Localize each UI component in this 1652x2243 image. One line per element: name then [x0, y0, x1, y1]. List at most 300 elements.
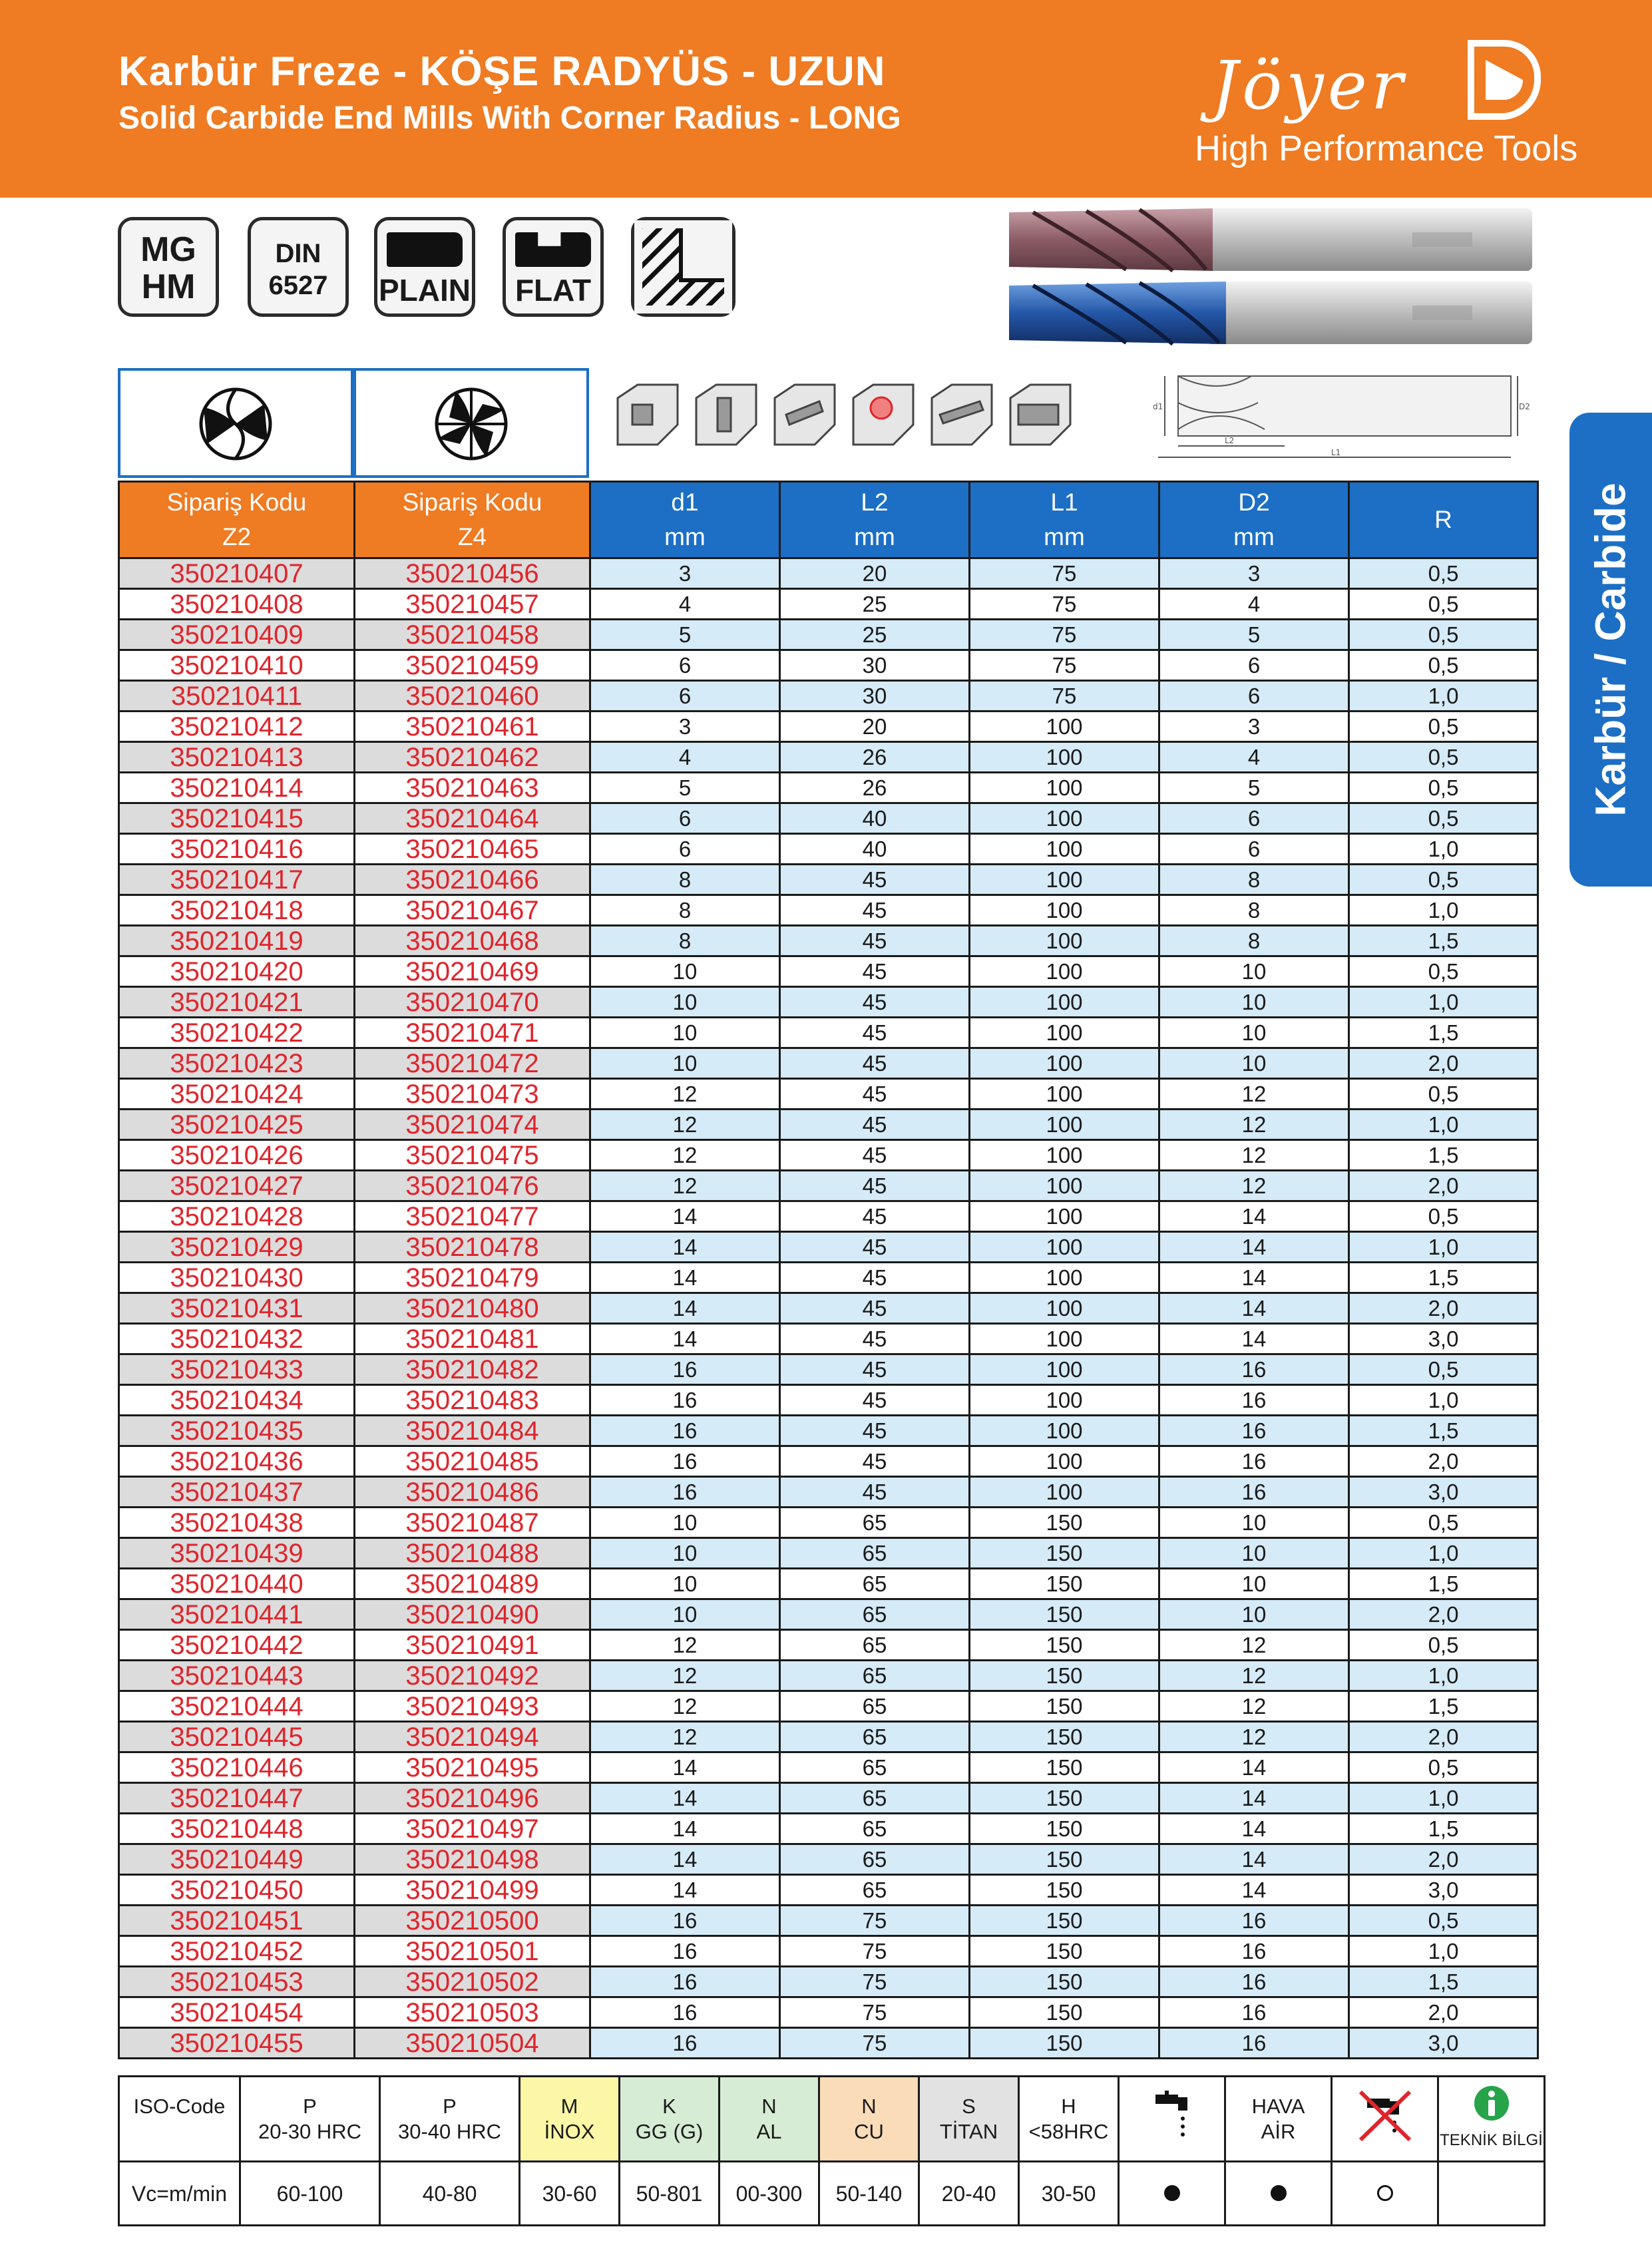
- table-row: [119, 865, 1538, 895]
- l1-value: 100: [970, 1446, 1159, 1477]
- d2-value: 8: [1159, 895, 1349, 926]
- svg-text:d1: d1: [1153, 402, 1163, 411]
- r-value: 1,0: [1349, 1783, 1538, 1814]
- d1-value: 6: [590, 803, 780, 834]
- l1-value: 150: [970, 1538, 1159, 1569]
- order-code-z2: 350210452: [119, 1936, 355, 1967]
- table-row: [119, 956, 1538, 987]
- d1-value: 3: [590, 558, 780, 589]
- r-value: 2,0: [1349, 1293, 1538, 1324]
- iso-s: S TİTAN: [919, 2077, 1019, 2162]
- table-row: [119, 1936, 1538, 1967]
- l2-value: 45: [780, 1446, 970, 1477]
- r-value: 0,5: [1349, 1752, 1538, 1783]
- order-code-z2: 350210424: [119, 1079, 355, 1110]
- d1-value: 16: [590, 1446, 780, 1477]
- svg-text:L1: L1: [1331, 448, 1341, 457]
- d2-value: 16: [1159, 1997, 1349, 2028]
- table-row: [119, 1201, 1538, 1232]
- d2-value: 10: [1159, 1048, 1349, 1079]
- l1-value: 100: [970, 1263, 1159, 1293]
- order-code-z2: 350210437: [119, 1477, 355, 1508]
- l1-value: 100: [970, 1048, 1159, 1079]
- order-code-z4: 350210457: [355, 589, 590, 620]
- order-code-z4: 350210467: [355, 895, 590, 926]
- iso-p1: P 20-30 HRC: [240, 2077, 380, 2162]
- d1-value: 16: [590, 1906, 780, 1936]
- table-row: [119, 895, 1538, 926]
- l1-value: 100: [970, 1079, 1159, 1110]
- l1-value: 100: [970, 987, 1159, 1018]
- r-value: 2,0: [1349, 1048, 1538, 1079]
- r-value: 1,0: [1349, 1936, 1538, 1967]
- order-code-z4: 350210498: [355, 1844, 590, 1875]
- order-code-z2: 350210441: [119, 1599, 355, 1630]
- d1-value: 10: [590, 1538, 780, 1569]
- d2-value: 12: [1159, 1140, 1349, 1171]
- d1-value: 3: [590, 712, 780, 742]
- table-row: [119, 742, 1538, 773]
- recommended-dot-icon: [1164, 2185, 1180, 2201]
- table-row: [119, 1783, 1538, 1814]
- l2-value: 45: [780, 1171, 970, 1201]
- l2-value: 65: [780, 1844, 970, 1875]
- d2-value: 3: [1159, 712, 1349, 742]
- vc-label: Vc=m/min: [119, 2162, 240, 2226]
- d1-value: 16: [590, 1416, 780, 1446]
- svg-text:L2: L2: [1225, 436, 1235, 445]
- order-code-z2: 350210451: [119, 1906, 355, 1936]
- no-coolant-icon: [1355, 2089, 1415, 2142]
- d2-value: 5: [1159, 620, 1349, 650]
- iso-code-label: ISO-Code: [119, 2077, 240, 2162]
- order-code-z4: 350210499: [355, 1875, 590, 1906]
- table-row: [119, 1018, 1538, 1048]
- r-value: 0,5: [1349, 712, 1538, 742]
- l2-value: 45: [780, 1232, 970, 1263]
- svg-text:D2: D2: [1519, 402, 1530, 411]
- d1-value: 6: [590, 834, 780, 865]
- d1-value: 10: [590, 1508, 780, 1538]
- l1-value: 150: [970, 1691, 1159, 1722]
- r-value: 0,5: [1349, 1906, 1538, 1936]
- order-code-z2: 350210413: [119, 742, 355, 773]
- order-code-z2: 350210449: [119, 1844, 355, 1875]
- r-value: 1,0: [1349, 987, 1538, 1018]
- r-value: 0,5: [1349, 956, 1538, 987]
- order-code-z4: 350210481: [355, 1324, 590, 1354]
- d1-value: 6: [590, 681, 780, 712]
- order-code-z2: 350210434: [119, 1385, 355, 1416]
- table-row: [119, 712, 1538, 742]
- r-value: 0,5: [1349, 1354, 1538, 1385]
- order-code-z4: 350210486: [355, 1477, 590, 1508]
- d2-value: 6: [1159, 803, 1349, 834]
- l2-value: 45: [780, 1201, 970, 1232]
- table-row: [119, 1630, 1538, 1661]
- l2-value: 75: [780, 2028, 970, 2059]
- d2-value: 16: [1159, 1477, 1349, 1508]
- table-row: [119, 1324, 1538, 1354]
- order-code-z4: 350210502: [355, 1967, 590, 1997]
- l1-value: 100: [970, 1293, 1159, 1324]
- order-code-z2: 350210411: [119, 681, 355, 712]
- d1-value: 10: [590, 987, 780, 1018]
- l1-value: 75: [970, 620, 1159, 650]
- d1-value: 12: [590, 1630, 780, 1661]
- d2-value: 12: [1159, 1691, 1349, 1722]
- r-value: 2,0: [1349, 1844, 1538, 1875]
- d2-value: 14: [1159, 1201, 1349, 1232]
- order-code-z4: 350210468: [355, 926, 590, 956]
- table-row: [119, 773, 1538, 803]
- r-value: 1,0: [1349, 1232, 1538, 1263]
- l1-value: 100: [970, 803, 1159, 834]
- l2-value: 45: [780, 1018, 970, 1048]
- table-row: [119, 589, 1538, 620]
- order-code-z4: 350210484: [355, 1416, 590, 1446]
- d1-value: 12: [590, 1079, 780, 1110]
- order-code-z2: 350210444: [119, 1691, 355, 1722]
- d2-value: 16: [1159, 1416, 1349, 1446]
- table-row: [119, 1599, 1538, 1630]
- d1-value: 8: [590, 895, 780, 926]
- order-code-z2: 350210448: [119, 1814, 355, 1844]
- order-code-z2: 350210419: [119, 926, 355, 956]
- l2-value: 45: [780, 895, 970, 926]
- l1-value: 100: [970, 865, 1159, 895]
- order-code-z4: 350210492: [355, 1661, 590, 1691]
- table-row: [119, 926, 1538, 956]
- d2-value: 14: [1159, 1844, 1349, 1875]
- l2-value: 40: [780, 803, 970, 834]
- plain-shank-icon: [387, 232, 463, 267]
- vc-row: [119, 2162, 1545, 2226]
- l1-value: 150: [970, 1997, 1159, 2028]
- l1-value: 100: [970, 895, 1159, 926]
- order-code-z4: 350210491: [355, 1630, 590, 1661]
- vc-n-cu: 50-140: [819, 2162, 919, 2226]
- order-code-z2: 350210409: [119, 620, 355, 650]
- d1-value: 12: [590, 1722, 780, 1752]
- r-value: 0,5: [1349, 620, 1538, 650]
- d1-value: 16: [590, 1997, 780, 2028]
- order-code-z2: 350210410: [119, 650, 355, 681]
- order-code-z4: 350210469: [355, 956, 590, 987]
- table-row: [119, 1967, 1538, 1997]
- l2-value: 45: [780, 1477, 970, 1508]
- l2-value: 75: [780, 1906, 970, 1936]
- table-row: [119, 1354, 1538, 1385]
- d1-value: 16: [590, 1477, 780, 1508]
- d2-value: 14: [1159, 1324, 1349, 1354]
- l2-value: 65: [780, 1691, 970, 1722]
- l1-value: 150: [970, 1844, 1159, 1875]
- table-row: [119, 1722, 1538, 1752]
- two-flute-icon: [120, 371, 351, 475]
- l1-value: 150: [970, 1722, 1159, 1752]
- r-value: 1,0: [1349, 1538, 1538, 1569]
- d2-value: 10: [1159, 1508, 1349, 1538]
- order-code-z4: 350210464: [355, 803, 590, 834]
- vc-p2: 40-80: [380, 2162, 520, 2226]
- order-code-z4: 350210479: [355, 1263, 590, 1293]
- order-code-z2: 350210422: [119, 1018, 355, 1048]
- r-value: 0,5: [1349, 865, 1538, 895]
- r-value: 1,5: [1349, 1263, 1538, 1293]
- r-value: 3,0: [1349, 2028, 1538, 2059]
- r-value: 2,0: [1349, 1997, 1538, 2028]
- recommended-dot-icon: [1271, 2185, 1287, 2201]
- l1-value: 100: [970, 1385, 1159, 1416]
- tolerance-badge: [631, 217, 735, 317]
- d2-value: 16: [1159, 1906, 1349, 1936]
- order-code-z2: 350210412: [119, 712, 355, 742]
- d1-value: 16: [590, 1385, 780, 1416]
- d1-value: 14: [590, 1752, 780, 1783]
- brand-name: Jöyer: [1211, 47, 1407, 124]
- order-code-z2: 350210431: [119, 1293, 355, 1324]
- table-row: [119, 620, 1538, 650]
- r-value: 1,5: [1349, 1967, 1538, 1997]
- vc-k: 50-801: [620, 2162, 720, 2226]
- column-header-z2: Sipariş Kodu Z2: [119, 482, 355, 558]
- column-header-l1: L1 mm: [970, 482, 1159, 558]
- plain-shank-badge: PLAIN: [374, 217, 475, 317]
- table-row: [119, 558, 1538, 589]
- order-code-z2: 350210455: [119, 2028, 355, 2059]
- order-code-z4: 350210487: [355, 1508, 590, 1538]
- l2-value: 65: [780, 1599, 970, 1630]
- r-value: 1,0: [1349, 1661, 1538, 1691]
- r-value: 1,5: [1349, 1140, 1538, 1171]
- vc-s: 20-40: [919, 2162, 1019, 2226]
- order-code-z4: 350210466: [355, 865, 590, 895]
- flute-z4-icon-box: [353, 368, 589, 478]
- order-code-z4: 350210475: [355, 1140, 590, 1171]
- l2-value: 45: [780, 956, 970, 987]
- l2-value: 45: [780, 1140, 970, 1171]
- order-code-z4: 350210495: [355, 1752, 590, 1783]
- l1-value: 150: [970, 1752, 1159, 1783]
- table-row: [119, 1814, 1538, 1844]
- d2-value: 14: [1159, 1783, 1349, 1814]
- r-value: 1,5: [1349, 1018, 1538, 1048]
- r-value: 0,5: [1349, 773, 1538, 803]
- d2-value: 10: [1159, 956, 1349, 987]
- l2-value: 65: [780, 1783, 970, 1814]
- l2-value: 45: [780, 1263, 970, 1293]
- l2-value: 65: [780, 1752, 970, 1783]
- l2-value: 45: [780, 1324, 970, 1354]
- order-code-z4: 350210472: [355, 1048, 590, 1079]
- brand-logo-icon: [1464, 37, 1544, 123]
- d1-value: 10: [590, 1569, 780, 1599]
- table-row: [119, 1293, 1538, 1324]
- table-row: [119, 1538, 1538, 1569]
- table-row: [119, 1140, 1538, 1171]
- column-header-r: R: [1349, 482, 1538, 558]
- l2-value: 75: [780, 1936, 970, 1967]
- l1-value: 75: [970, 558, 1159, 589]
- flat-shank-icon: [515, 232, 591, 267]
- d2-value: 8: [1159, 926, 1349, 956]
- d1-value: 14: [590, 1293, 780, 1324]
- l1-value: 150: [970, 1569, 1159, 1599]
- page-title: Karbür Freze - KÖŞE RADYÜS - UZUN: [118, 49, 886, 95]
- order-code-z2: 350210417: [119, 865, 355, 895]
- dimension-drawing: [1151, 363, 1530, 463]
- l2-value: 45: [780, 987, 970, 1018]
- d2-value: 12: [1159, 1630, 1349, 1661]
- order-code-z2: 350210407: [119, 558, 355, 589]
- l1-value: 100: [970, 1232, 1159, 1263]
- material-badge: MG HM: [118, 217, 219, 317]
- r-value: 1,0: [1349, 681, 1538, 712]
- r-value: 0,5: [1349, 589, 1538, 620]
- r-value: 1,0: [1349, 1385, 1538, 1416]
- l1-value: 100: [970, 1171, 1159, 1201]
- d1-value: 12: [590, 1110, 780, 1140]
- r-value: 1,5: [1349, 1569, 1538, 1599]
- category-side-label: Karbür / Carbide: [1587, 483, 1635, 817]
- d1-value: 12: [590, 1691, 780, 1722]
- table-row: [119, 2028, 1538, 2059]
- d2-value: 14: [1159, 1293, 1349, 1324]
- d1-value: 16: [590, 2028, 780, 2059]
- coolant-liquid-cell: [1119, 2077, 1225, 2162]
- l1-value: 100: [970, 1110, 1159, 1140]
- info-icon: [1473, 2085, 1510, 2122]
- l2-value: 45: [780, 865, 970, 895]
- d2-value: 12: [1159, 1661, 1349, 1691]
- order-code-z2: 350210446: [119, 1752, 355, 1783]
- d1-value: 14: [590, 1263, 780, 1293]
- table-row: [119, 1416, 1538, 1446]
- table-row: [119, 1875, 1538, 1906]
- order-code-z4: 350210482: [355, 1354, 590, 1385]
- order-code-z2: 350210453: [119, 1967, 355, 1997]
- l1-value: 100: [970, 1140, 1159, 1171]
- d1-value: 4: [590, 589, 780, 620]
- r-value: 1,5: [1349, 926, 1538, 956]
- d2-value: 10: [1159, 1599, 1349, 1630]
- l1-value: 150: [970, 1661, 1159, 1691]
- table-header-row: [119, 482, 1538, 558]
- order-code-z4: 350210501: [355, 1936, 590, 1967]
- d2-value: 12: [1159, 1722, 1349, 1752]
- order-code-z2: 350210450: [119, 1875, 355, 1906]
- order-code-z2: 350210415: [119, 803, 355, 834]
- table-row: [119, 803, 1538, 834]
- l2-value: 45: [780, 1110, 970, 1140]
- order-code-z2: 350210440: [119, 1569, 355, 1599]
- l2-value: 75: [780, 1997, 970, 2028]
- hatched-corner-icon: [634, 220, 732, 313]
- d1-value: 10: [590, 956, 780, 987]
- four-flute-icon: [356, 371, 586, 475]
- order-code-z4: 350210478: [355, 1232, 590, 1263]
- d2-value: 5: [1159, 773, 1349, 803]
- order-code-z2: 350210425: [119, 1110, 355, 1140]
- l1-value: 150: [970, 1814, 1159, 1844]
- order-code-z2: 350210420: [119, 956, 355, 987]
- table-row: [119, 1691, 1538, 1722]
- order-code-z2: 350210421: [119, 987, 355, 1018]
- order-code-z2: 350210433: [119, 1354, 355, 1385]
- l1-value: 100: [970, 926, 1159, 956]
- l1-value: 150: [970, 1875, 1159, 1906]
- r-value: 0,5: [1349, 558, 1538, 589]
- l2-value: 45: [780, 1048, 970, 1079]
- d2-value: 12: [1159, 1110, 1349, 1140]
- l2-value: 40: [780, 834, 970, 865]
- table-row: [119, 1079, 1538, 1110]
- l1-value: 100: [970, 1201, 1159, 1232]
- table-row: [119, 1048, 1538, 1079]
- r-value: 0,5: [1349, 1508, 1538, 1538]
- l1-value: 100: [970, 742, 1159, 773]
- d1-value: 14: [590, 1201, 780, 1232]
- d2-value: 16: [1159, 1967, 1349, 1997]
- order-code-z2: 350210430: [119, 1263, 355, 1293]
- l1-value: 150: [970, 2028, 1159, 2059]
- order-code-z4: 350210476: [355, 1171, 590, 1201]
- l1-value: 150: [970, 1906, 1159, 1936]
- l2-value: 20: [780, 558, 970, 589]
- order-code-z4: 350210494: [355, 1722, 590, 1752]
- l1-value: 75: [970, 650, 1159, 681]
- l1-value: 100: [970, 1477, 1159, 1508]
- info-empty: [1438, 2162, 1545, 2226]
- table-row: [119, 1508, 1538, 1538]
- column-header-d1: d1 mm: [590, 482, 780, 558]
- l2-value: 65: [780, 1814, 970, 1844]
- d1-value: 5: [590, 620, 780, 650]
- l1-value: 100: [970, 1416, 1159, 1446]
- l2-value: 65: [780, 1722, 970, 1752]
- l2-value: 45: [780, 1079, 970, 1110]
- d2-value: 3: [1159, 558, 1349, 589]
- l1-value: 100: [970, 712, 1159, 742]
- l1-value: 100: [970, 1018, 1159, 1048]
- d2-value: 10: [1159, 1538, 1349, 1569]
- table-row: [119, 1997, 1538, 2028]
- d1-value: 8: [590, 865, 780, 895]
- d2-value: 12: [1159, 1171, 1349, 1201]
- d1-value: 14: [590, 1814, 780, 1844]
- order-code-z4: 350210500: [355, 1906, 590, 1936]
- r-value: 0,5: [1349, 1079, 1538, 1110]
- order-code-z4: 350210480: [355, 1293, 590, 1324]
- l1-value: 100: [970, 1324, 1159, 1354]
- order-code-z2: 350210438: [119, 1508, 355, 1538]
- iso-h: H <58HRC: [1019, 2077, 1119, 2162]
- order-code-z2: 350210414: [119, 773, 355, 803]
- table-row: [119, 650, 1538, 681]
- coolant-tap-icon: [1149, 2089, 1195, 2142]
- d2-value: 16: [1159, 1354, 1349, 1385]
- l1-value: 100: [970, 773, 1159, 803]
- d2-value: 14: [1159, 1263, 1349, 1293]
- d1-value: 14: [590, 1783, 780, 1814]
- coolant-dry-cell: [1332, 2077, 1438, 2162]
- d1-value: 16: [590, 1354, 780, 1385]
- page-subtitle: Solid Carbide End Mills With Corner Radius - LONG: [118, 101, 901, 136]
- l1-value: 150: [970, 1508, 1159, 1538]
- coolant-air-cell: HAVA AİR: [1225, 2077, 1332, 2162]
- order-code-z4: 350210471: [355, 1018, 590, 1048]
